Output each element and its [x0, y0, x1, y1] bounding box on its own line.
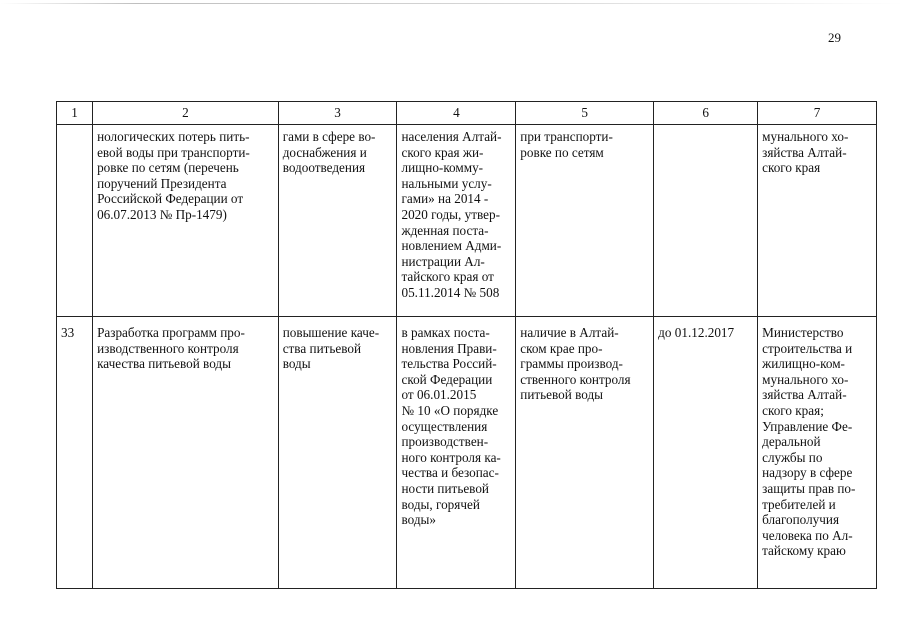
measure-name-cell: Разработка программ про- изводственного контроля качества питьевой воды: [93, 317, 279, 589]
table-row: [57, 317, 877, 589]
page-number: 29: [828, 30, 841, 45]
column-header: 7: [758, 102, 877, 125]
row-number-cell: [57, 125, 93, 317]
expected-result-cell: гами в сфере во- доснабжения и водоотведения: [278, 125, 397, 317]
column-header: 1: [57, 102, 93, 125]
column-header: 3: [278, 102, 397, 125]
deadline-cell: [654, 125, 758, 317]
row-number-cell: 33: [57, 317, 93, 589]
column-header: 5: [516, 102, 654, 125]
expected-result-cell: повышение каче- ства питьевой воды: [278, 317, 397, 589]
column-header: 4: [397, 102, 516, 125]
implementation-mechanism-cell: в рамках поста- новления Прави- тельства Россий- ской Федерации от 06.01.2015 № 10 «О порядке осуществления производствен- ного контроля ка- чества и безопас- ности питьевой воды, горячей воды»: [397, 317, 516, 589]
table-header-row: [57, 102, 877, 125]
indicator-cell: при транспорти- ровке по сетям: [516, 125, 654, 317]
scan-edge-line: [0, 3, 905, 4]
measures-table: [56, 101, 877, 589]
implementation-mechanism-cell: населения Алтай- ского края жи- лищно-комму- нальными услу- гами» на 2014 - 2020 годы, утвер- жденная поста- новлением Адми- нистрации Ал- тайского края от 05.11.2014 № 508: [397, 125, 516, 317]
responsible-cell: мунального хо- зяйства Алтай- ского края: [758, 125, 877, 317]
indicator-cell: наличие в Алтай- ском крае про- граммы производ- ственного контроля питьевой воды: [516, 317, 654, 589]
responsible-cell: Министерство строительства и жилищно-ком- мунального хо- зяйства Алтай- ского края; Управление Фе- деральной службы по надзору в сфере защиты прав по- требителей и благополучия человека по Ал- тайскому краю: [758, 317, 877, 589]
measure-name-cell: нологических потерь пить- евой воды при транспорти- ровке по сетям (перечень поручений Президента Российской Федерации от 06.07.2013 № Пр-1479): [93, 125, 279, 317]
column-header: 6: [654, 102, 758, 125]
column-header: 2: [93, 102, 279, 125]
table-row: [57, 125, 877, 317]
deadline-cell: до 01.12.2017: [654, 317, 758, 589]
